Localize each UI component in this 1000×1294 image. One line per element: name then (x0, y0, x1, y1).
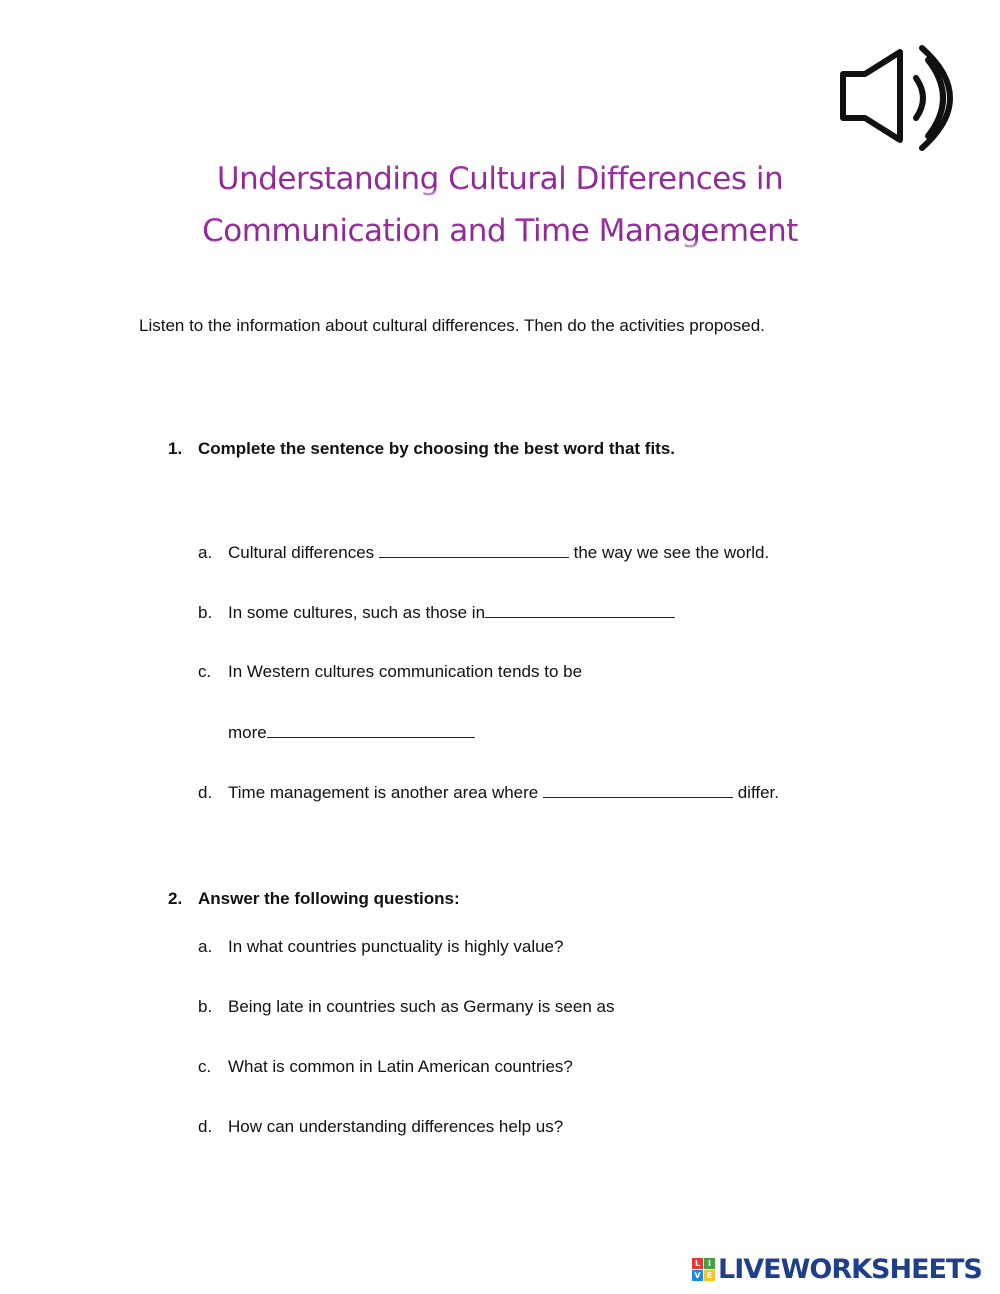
list-item-continuation: more (228, 719, 475, 746)
list-item: a. Cultural differences the way we see the world. (198, 539, 769, 566)
answer-blank-1a[interactable] (379, 539, 569, 558)
answer-blank-1c[interactable] (267, 719, 475, 738)
question-item: d. How can understanding differences help us? (198, 1117, 564, 1136)
answer-blank-1d[interactable] (543, 779, 733, 798)
page-title (0, 153, 1000, 257)
list-item: d. Time management is another area where differ. (198, 779, 779, 806)
logo-mark-icon (692, 1258, 715, 1281)
instructions-text: Listen to the information about cultural differences. Then do the activities proposed. (139, 316, 765, 335)
liveworksheets-logo (692, 1254, 982, 1284)
question-item: c. What is common in Latin American countries? (198, 1057, 573, 1076)
logo-tile: V (692, 1270, 703, 1281)
list-item: b. In some cultures, such as those in (198, 599, 675, 626)
title-line-2: Communication and Time Management (202, 213, 798, 249)
question-item: b. Being late in countries such as Germany is seen as (198, 997, 615, 1016)
logo-tile: L (692, 1258, 703, 1269)
logo-tile: I (704, 1258, 715, 1269)
title-line-1: Understanding Cultural Differences in (216, 161, 784, 197)
speaker-icon (838, 42, 962, 154)
audio-play-button[interactable] (838, 42, 962, 154)
question-item: a. In what countries punctuality is highly value? (198, 937, 564, 956)
list-item: c. In Western cultures communication tends to be (198, 662, 583, 681)
logo-text: LIVEWORKSHEETS (718, 1253, 982, 1285)
section-2-heading: 2. Answer the following questions: (168, 889, 460, 908)
logo-tile: E (704, 1270, 715, 1281)
section-1-heading: 1. Complete the sentence by choosing the best word that fits. (168, 439, 676, 458)
answer-blank-1b[interactable] (485, 599, 675, 618)
